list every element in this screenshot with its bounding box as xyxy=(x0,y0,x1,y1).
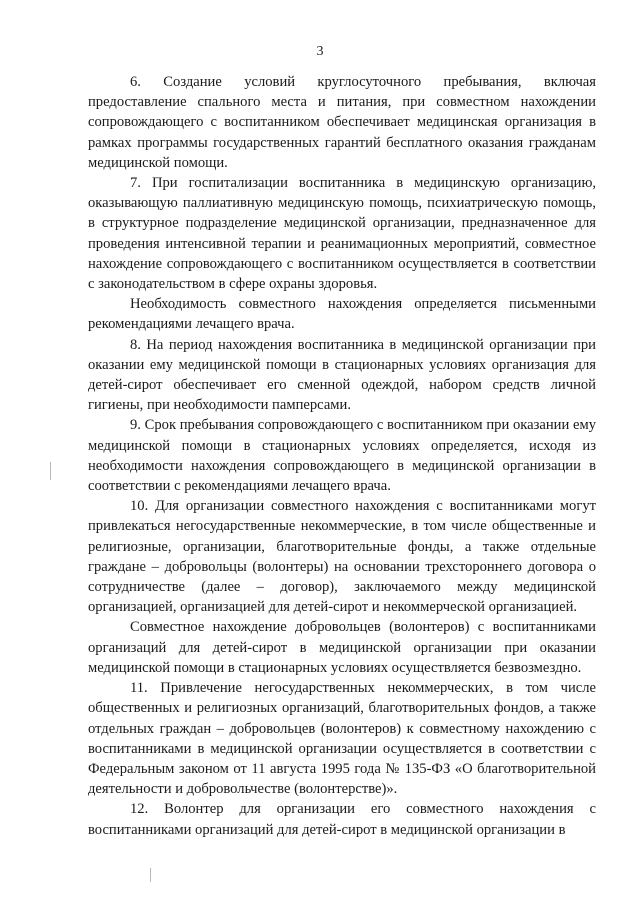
paragraph-8: 8. На период нахождения воспитанника в медицинской организации при оказании ему медицинской помощи в стационарных условиях организация для детей-сирот обеспечивает его сменной одеждой, набором средств личной гигиены, при необходимости памперсами. xyxy=(88,336,596,414)
scan-mark-left xyxy=(50,462,51,480)
paragraph-6: 6. Создание условий круглосуточного пребывания, включая предоставление спального места и питания, при совместном нахождении сопровождающего с воспитанником обеспечивает медицинская организация в рамках программы государственных гарантий бесплатного оказания гражданам медицинской помощи. xyxy=(88,74,596,171)
scan-mark-bottom xyxy=(150,868,151,882)
paragraph-10: 10. Для организации совместного нахождения с воспитанниками могут привлекаться негосударственные некоммерческие, в том числе общественные и религиозные, организации, благотворительные фонды, а также отдельные граждане – добровольцы (волонтеры) на основании трехстороннего договора о сотрудничестве (далее – договор), заключаемого между медицинской организацией, организацией для детей-сирот и некоммерческой организацией. xyxy=(88,498,596,616)
paragraph-10-note: Совместное нахождение добровольцев (волонтеров) с воспитанниками организаций для детей-сирот в медицинской организации при оказании медицинской помощи в стационарных условиях осуществляется безвозмездно. xyxy=(88,619,596,676)
paragraph-12: 12. Волонтер для организации его совместного нахождения с воспитанниками организаций для детей-сирот в медицинской организации в xyxy=(88,801,596,838)
paragraph-7: 7. При госпитализации воспитанника в медицинскую организацию, оказывающую паллиативную медицинскую помощь, психиатрическую помощь, в структурное подразделение медицинской организации, предназначенное для проведения интенсивной терапии и реанимационных мероприятий, совместное нахождение сопровождающего с воспитанником осуществляется в соответствии с законодательством в сфере охраны здоровья. xyxy=(88,175,596,293)
document-body xyxy=(88,72,596,840)
paragraph-9: 9. Срок пребывания сопровождающего с воспитанником при оказании ему медицинской помощи в стационарных условиях определяется, исходя из необходимости нахождения сопровождающего в медицинской организации в соответствии с рекомендациями лечащего врача. xyxy=(88,417,596,495)
page-number: 3 xyxy=(316,44,324,59)
paragraph-11: 11. Привлечение негосударственных некоммерческих, в том числе общественных и религиозных организаций, благотворительных фондов, а также отдельных граждан – добровольцев (волонтеров) к совместному нахождению с воспитанниками в медицинской организации осуществляется в соответствии с Федеральным законом от 11 августа 1995 года № 135-ФЗ «О благотворительной деятельности и добровольчестве (волонтерстве)». xyxy=(88,680,596,798)
paragraph-7-note: Необходимость совместного нахождения определяется письменными рекомендациями лечащего врача. xyxy=(88,296,596,333)
